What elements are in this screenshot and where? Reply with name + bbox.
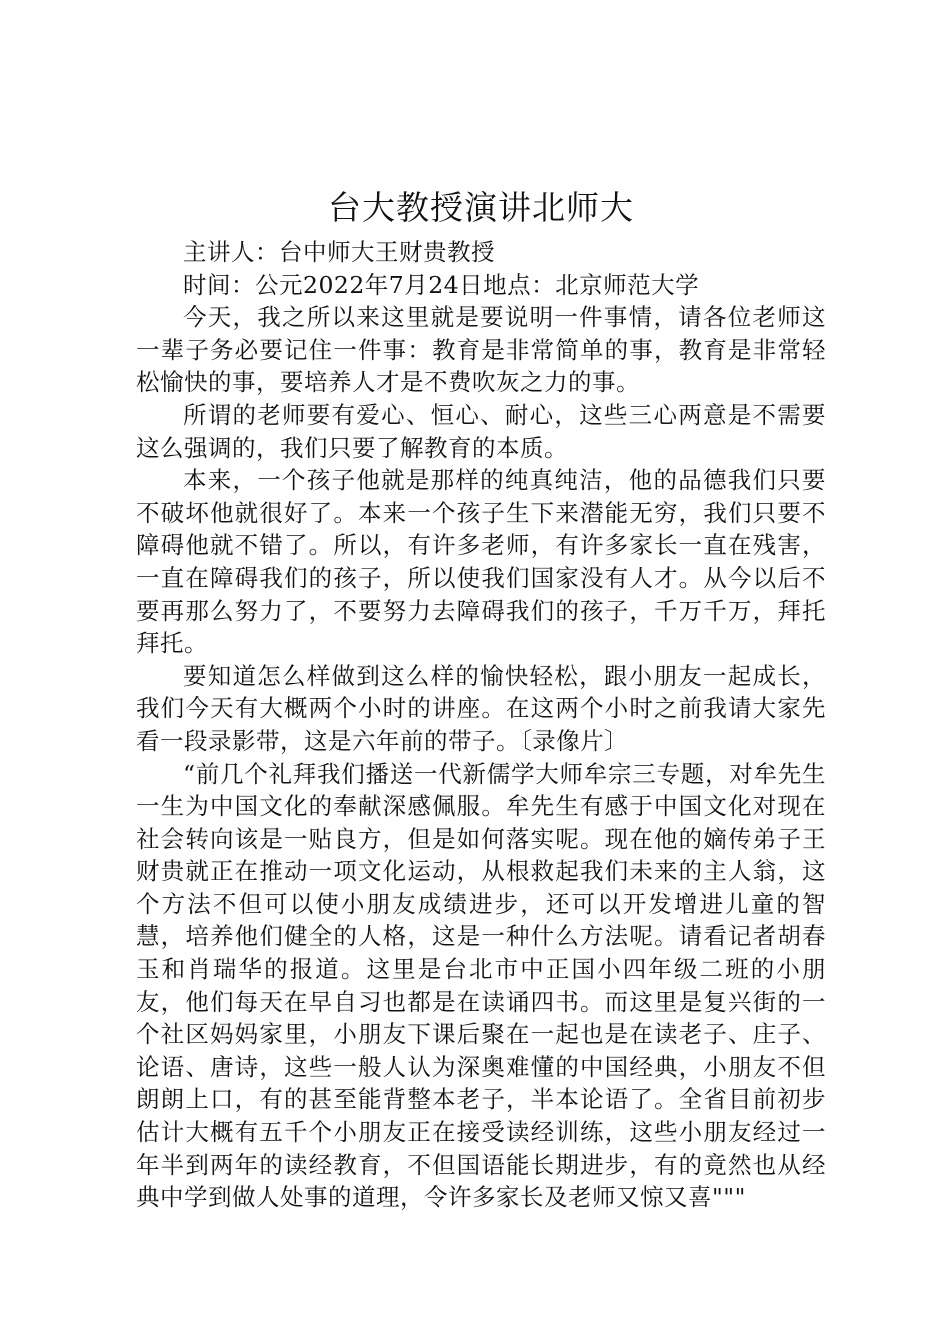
paragraph-4: 要知道怎么样做到这么样的愉快轻松，跟小朋友一起成长，我们今天有大概两个小时的讲座。在这两个小时之前我请大家先看一段录影带，这是六年前的带子。〔录像片〕 bbox=[136, 661, 826, 755]
paragraph-5-quote: “前几个礼拜我们播送一代新儒学大师牟宗三专题，对牟先生一生为中国文化的奉献深感佩服。牟先生有感于中国文化对现在社会转向该是一贴良方，但是如何落实呢。现在他的嫡传弟子王财贵就正在推动一项文化运动，从根救起我们未来的主人翁，这个方法不但可以使小朋友成绩进步，还可以开发增进儿童的智慧，培养他们健全的人格，这是一种什么方法呢。请看记者胡春玉和肖瑞华的报道。这里是台北市中正国小四年级二班的小朋友，他们每天在早自习也都是在读诵四书。而这里是复兴街的一个社区妈妈家里，小朋友下课后聚在一起也是在读老子、庄子、论语、唐诗，这些一般人认为深奥难懂的中国经典，小朋友不但朗朗上口，有的甚至能背整本老子，半本论语了。全省目前初步估计大概有五千个小朋友正在接受读经训练，这些小朋友经过一年半到两年的读经教育，不但国语能长期进步，有的竟然也从经典中学到做人处事的道理，令许多家长及老师又惊又喜""" bbox=[136, 759, 826, 1212]
speaker-line: 主讲人：台中师大王财贵教授 bbox=[183, 238, 495, 266]
paragraph-1: 今天，我之所以来这里就是要说明一件事情，请各位老师这一辈子务必要记住一件事：教育是非常简单的事，教育是非常轻松愉快的事，要培养人才是不费吹灰之力的事。 bbox=[136, 303, 826, 397]
document-title: 台大教授演讲北师大 bbox=[328, 188, 634, 227]
paragraph-3: 本来，一个孩子他就是那样的纯真纯洁，他的品德我们只要不破坏他就很好了。本来一个孩子生下来潜能无穷，我们只要不障碍他就不错了。所以，有许多老师，有许多家长一直在残害，一直在障碍我们的孩子，所以使我们国家没有人才。从今以后不要再那么努力了，不要努力去障碍我们的孩子，千万千万，拜托拜托。 bbox=[136, 466, 826, 658]
paragraph-2: 所谓的老师要有爱心、恒心、耐心，这些三心两意是不需要这么强调的，我们只要了解教育的本质。 bbox=[136, 400, 826, 462]
time-location-line: 时间：公元2022年7月24日地点：北京师范大学 bbox=[183, 270, 700, 299]
document-page bbox=[136, 186, 826, 1214]
